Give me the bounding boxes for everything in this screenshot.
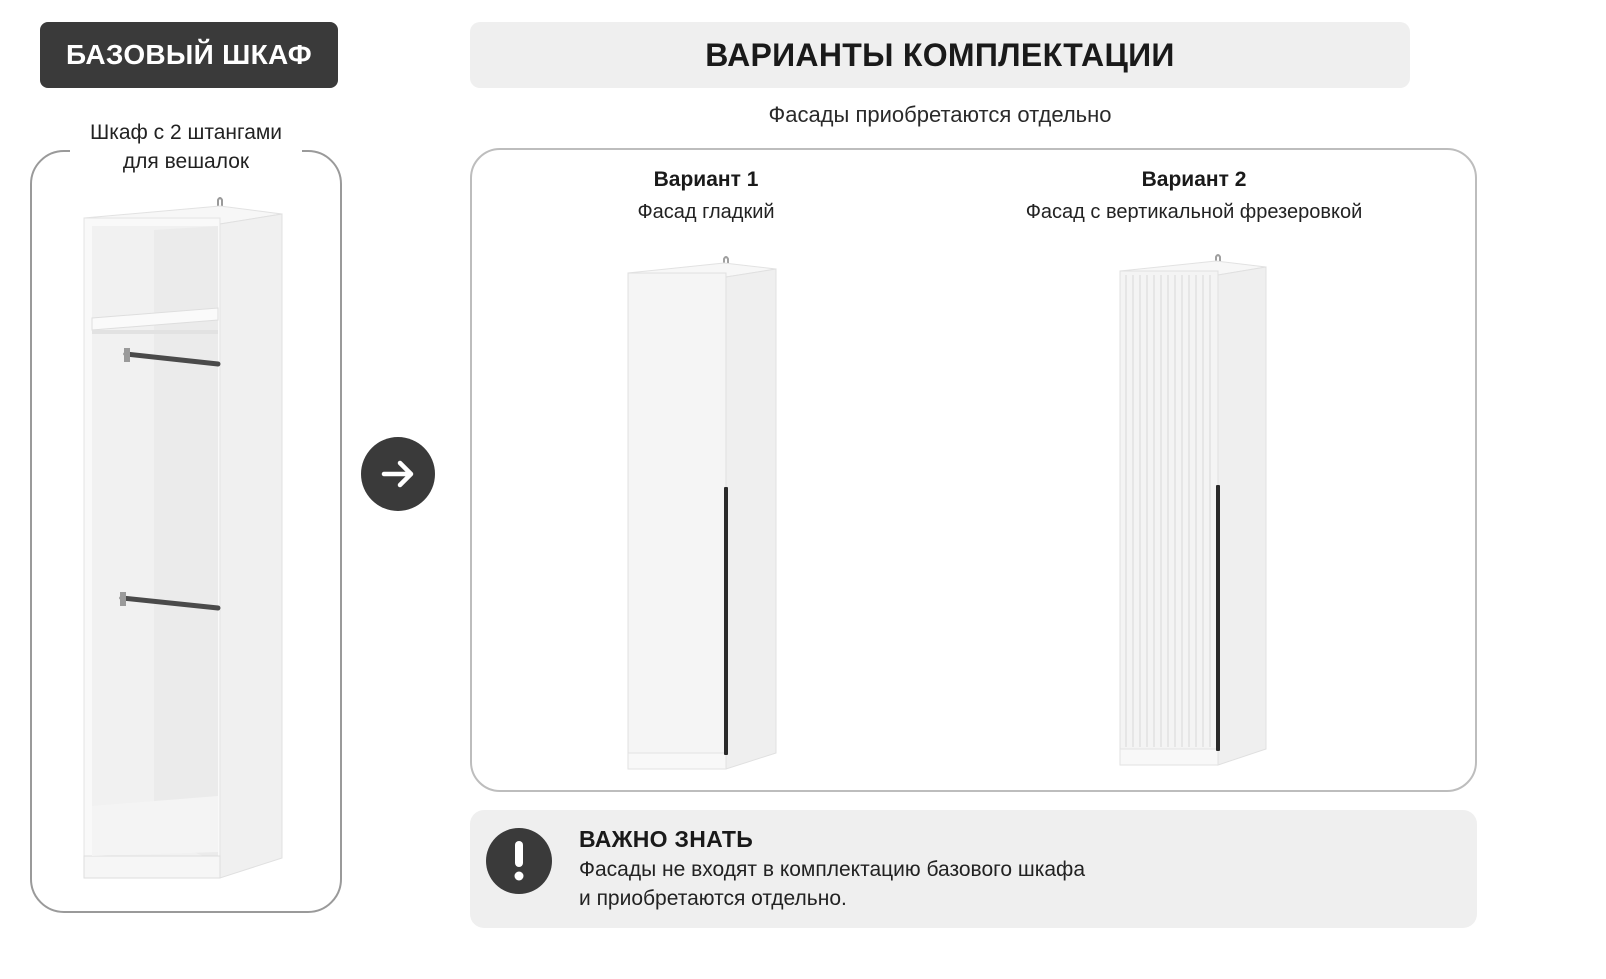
variant-2-subtitle: Фасад с вертикальной фрезеровкой xyxy=(1025,201,1363,223)
base-caption-line-2: для вешалок xyxy=(122,150,250,173)
variants-header xyxy=(470,22,1410,88)
variant-1-subtitle: Фасад гладкий xyxy=(637,201,775,223)
important-line-1: Фасады не входят в комплектацию базового шкафа xyxy=(579,858,1085,881)
variants-header-label: ВАРИАНТЫ КОМПЛЕКТАЦИИ xyxy=(705,36,1175,73)
arrow-right-icon xyxy=(361,437,435,511)
base-cabinet-caption xyxy=(70,118,302,176)
exclamation-icon xyxy=(486,828,552,894)
base-caption-line-1: Шкаф с 2 штангами xyxy=(89,121,283,144)
variant-2-title: Вариант 2 xyxy=(1141,168,1247,191)
cabinet-smooth-facade-illustration xyxy=(620,255,790,775)
variant-1 xyxy=(556,168,856,224)
variant-1-title: Вариант 1 xyxy=(653,168,759,191)
important-line-2: и приобретаются отдельно. xyxy=(579,887,847,910)
facades-note: Фасады приобретаются отдельно xyxy=(768,102,1112,127)
cabinet-grooved-facade-illustration xyxy=(1112,253,1282,773)
variant-2 xyxy=(994,168,1394,224)
open-cabinet-illustration xyxy=(70,196,300,896)
base-badge-label: БАЗОВЫЙ ШКАФ xyxy=(65,39,313,70)
base-cabinet-badge xyxy=(40,22,338,88)
important-title: ВАЖНО ЗНАТЬ xyxy=(579,826,754,852)
